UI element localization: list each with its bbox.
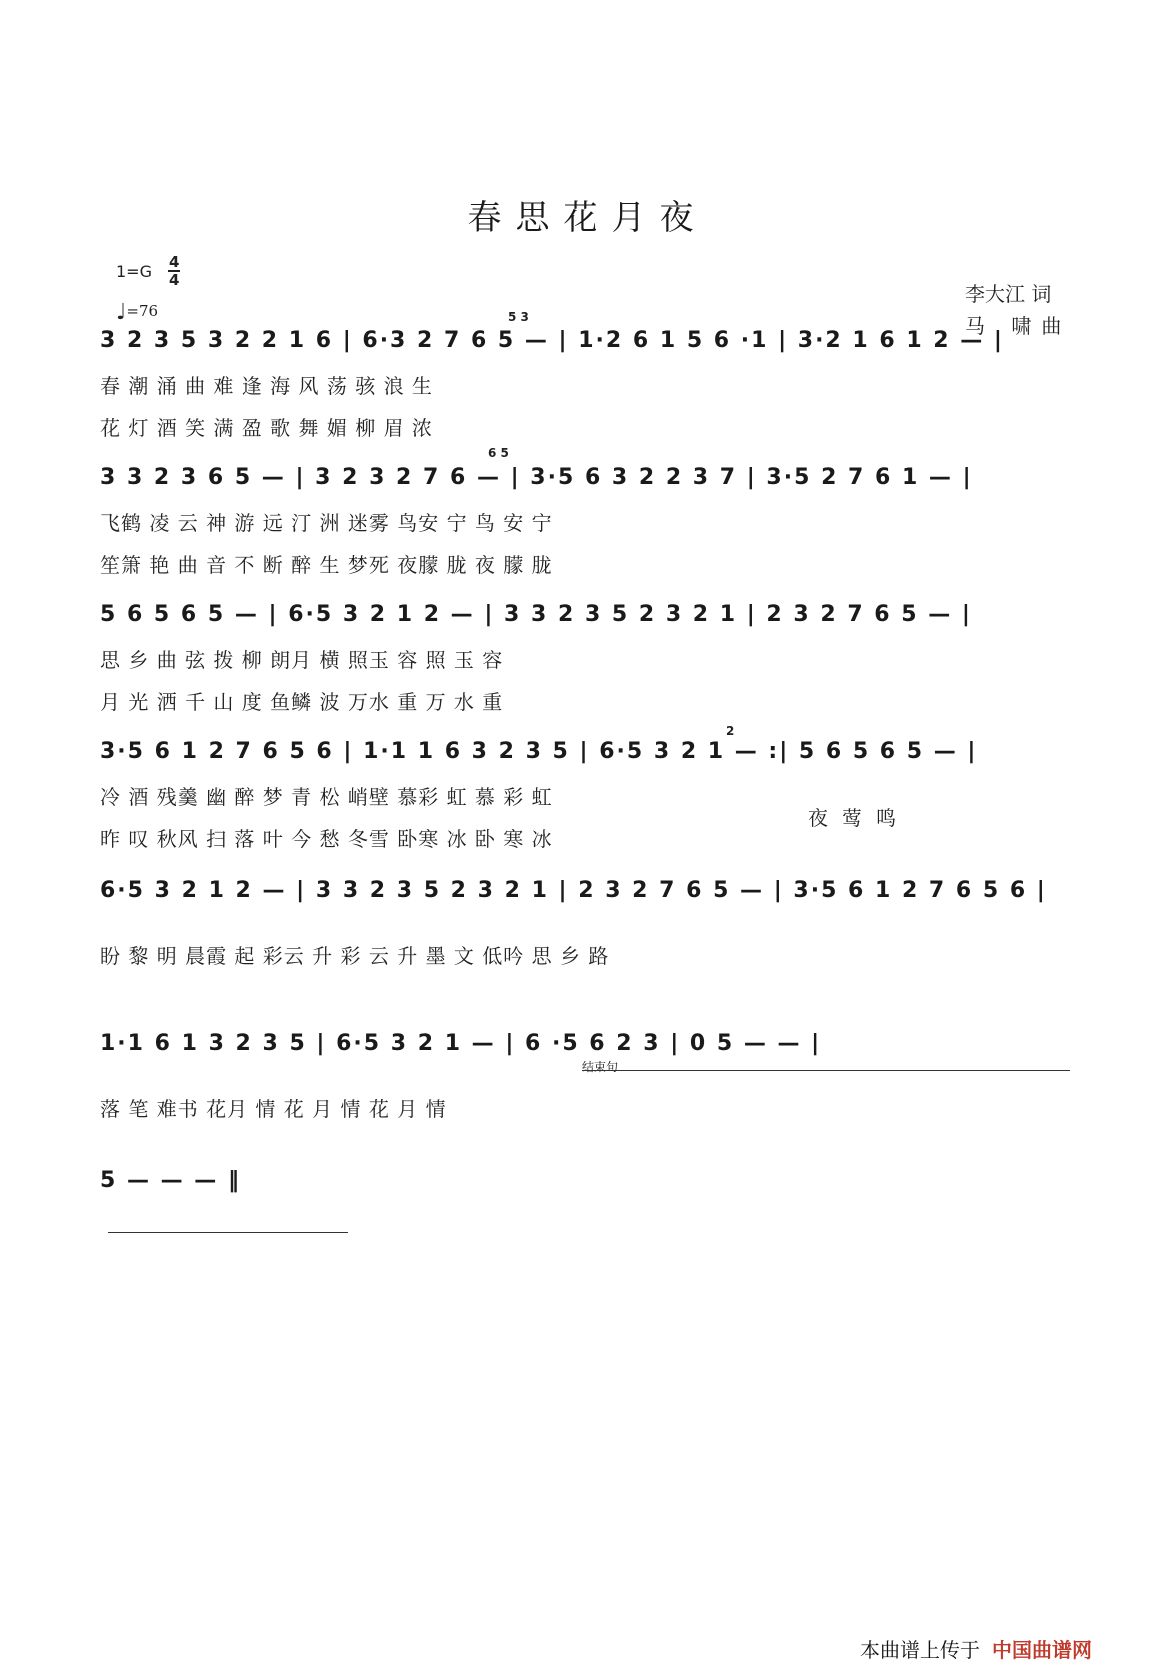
lyrics-verse-1: 冷 酒 残羹 幽 醉 梦 青 松 峭壁 慕彩 虹 慕 彩 虹 bbox=[100, 785, 553, 809]
lyrics-verse-2: 花 灯 酒 笑 满 盈 歌 舞 媚 柳 眉 浓 bbox=[100, 416, 433, 440]
lyrics-verse-2: 昨 叹 秋风 扫 落 叶 今 愁 冬雪 卧寒 冰 卧 寒 冰 bbox=[100, 827, 553, 851]
notation-line: 3·5 6 1 2 7 6 5 6 | 1·1 1 6 3 2 3 5 | 6·5 3 2 1 — :| 5 6 5 6 5 — | bbox=[100, 739, 978, 764]
key-signature: 1=G bbox=[116, 262, 152, 281]
lyrics-verse-2: 月 光 洒 千 山 度 鱼鳞 波 万水 重 万 水 重 bbox=[100, 690, 504, 714]
lyricist-credit: 李大江 词 bbox=[965, 282, 1052, 306]
time-signature-top: 4 bbox=[169, 253, 180, 271]
notation-line: 1·1 6 1 3 2 3 5 | 6·5 3 2 1 — | 6 ·5 6 2 3 | 0 5 — — | bbox=[100, 1031, 822, 1056]
upload-notice: 本曲谱上传于 bbox=[860, 1638, 980, 1662]
lyrics-verse-1: 盼 黎 明 晨霞 起 彩云 升 彩 云 升 墨 文 低吟 思 乡 路 bbox=[100, 944, 610, 968]
grace-note-cue: 6 5 bbox=[488, 446, 509, 460]
notation-line: 6·5 3 2 1 2 — | 3 3 2 3 5 2 3 2 1 | 2 3 2 7 6 5 — | 3·5 6 1 2 7 6 5 6 | bbox=[100, 878, 1047, 903]
tie-line bbox=[108, 1232, 348, 1233]
time-signature-bottom: 4 bbox=[169, 271, 180, 289]
grace-note-cue: 5 3 bbox=[508, 310, 529, 324]
grace-note-cue: 2 bbox=[726, 724, 735, 738]
tempo-marking bbox=[116, 300, 158, 325]
quarter-note-icon: ♩ bbox=[116, 300, 127, 325]
lyrics-coda: 夜莺鸣 bbox=[808, 806, 910, 830]
notation-line: 5 6 5 6 5 — | 6·5 3 2 1 2 — | 3 3 2 3 5 2 3 2 1 | 2 3 2 7 6 5 — | bbox=[100, 602, 972, 627]
time-signature bbox=[168, 254, 180, 288]
site-logo[interactable]: 中国曲谱网 bbox=[992, 1638, 1092, 1662]
composer-credit: 马 啸曲 bbox=[965, 314, 1072, 338]
notation-line: 3 2 3 5 3 2 2 1 6 | 6·3 2 7 6 5 — | 1·2 6 1 5 6 ·1 | 3·2 1 6 1 2 — | bbox=[100, 328, 1004, 353]
lyrics-verse-2: 笙箫 艳 曲 音 不 断 醉 生 梦死 夜朦 胧 夜 朦 胧 bbox=[100, 553, 553, 577]
tempo-value: =76 bbox=[126, 302, 159, 320]
lyrics-verse-1: 春 潮 涌 曲 难 逢 海 风 荡 骇 浪 生 bbox=[100, 374, 433, 398]
song-title: 春思花月夜 bbox=[467, 198, 708, 238]
ending-label: 结束句 bbox=[582, 1060, 619, 1074]
lyrics-verse-1: 飞鹤 凌 云 神 游 远 汀 洲 迷雾 鸟安 宁 鸟 安 宁 bbox=[100, 511, 553, 535]
ending-bracket bbox=[582, 1070, 1070, 1071]
lyrics-verse-1: 思 乡 曲 弦 拨 柳 朗月 横 照玉 容 照 玉 容 bbox=[100, 648, 504, 672]
notation-line: 5 — — — ‖ bbox=[100, 1168, 241, 1193]
notation-line: 3 3 2 3 6 5 — | 3 2 3 2 7 6 — | 3·5 6 3 2 2 3 7 | 3·5 2 7 6 1 — | bbox=[100, 465, 973, 490]
lyrics-verse-1: 落 笔 难书 花月 情 花 月 情 花 月 情 bbox=[100, 1097, 447, 1121]
